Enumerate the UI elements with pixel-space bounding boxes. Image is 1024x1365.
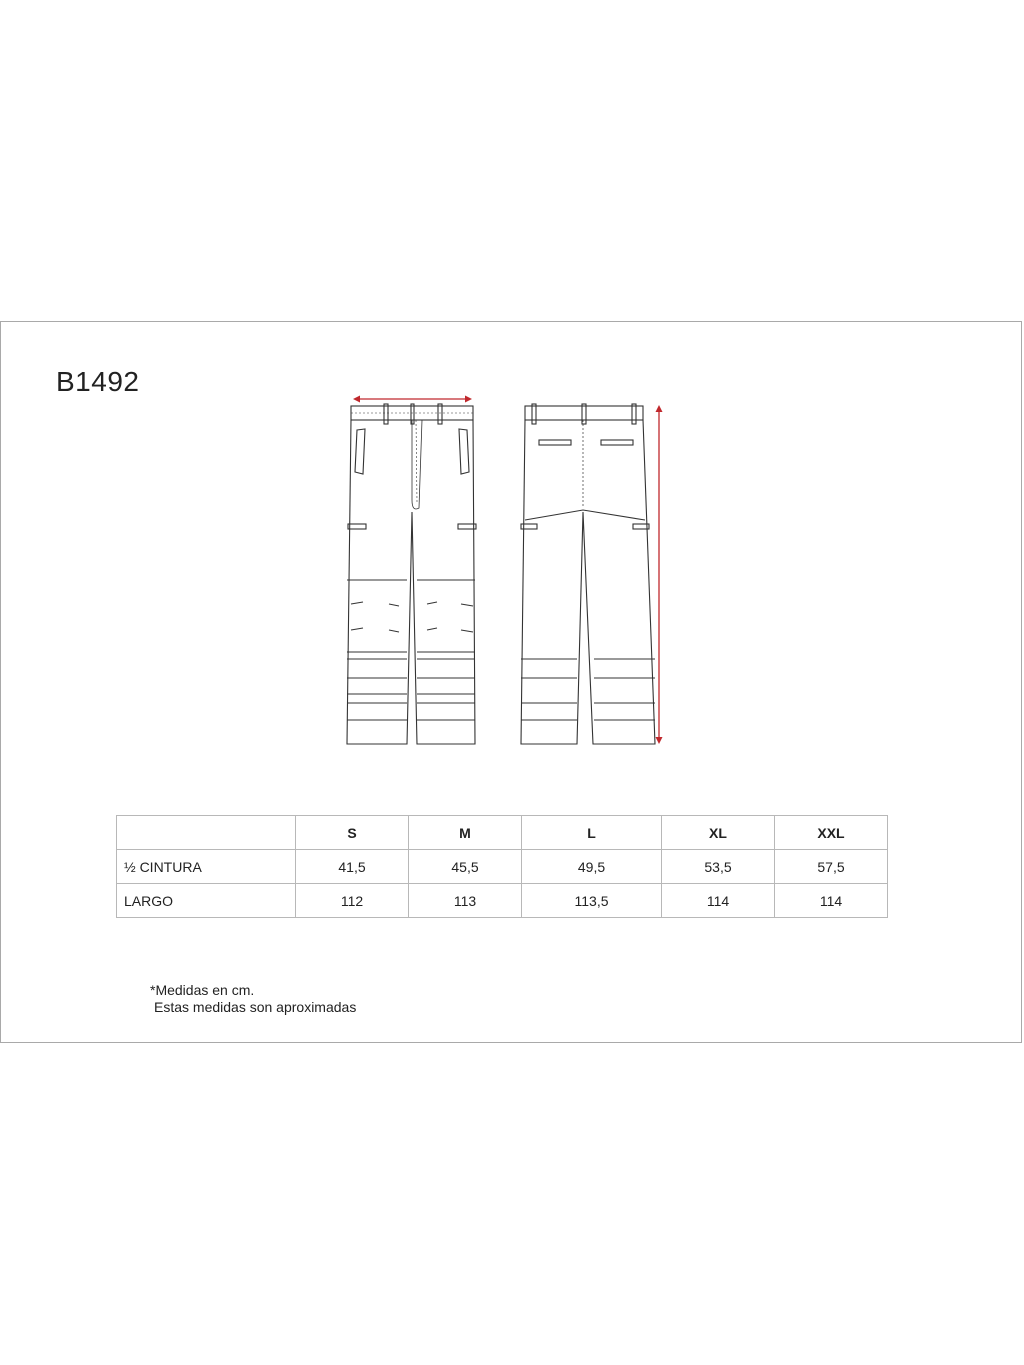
size-chart-sheet [0, 321, 1022, 1043]
product-code: B1492 [56, 366, 140, 397]
table-cell: 41,5 [296, 850, 409, 884]
table-cell: 57,5 [775, 850, 888, 884]
table-row [117, 850, 888, 884]
garment-drawings [1, 322, 1023, 772]
table-cell: 53,5 [662, 850, 775, 884]
size-table [116, 815, 888, 918]
measurement-notes [150, 982, 356, 1016]
table-cell: 114 [775, 884, 888, 918]
front-pants-drawing [347, 404, 476, 744]
table-header-cell: S [296, 816, 409, 850]
length-measure-arrow [656, 405, 663, 744]
table-cell: 113,5 [522, 884, 662, 918]
table-header-row [117, 816, 888, 850]
table-cell: 45,5 [409, 850, 522, 884]
row-label: LARGO [117, 884, 296, 918]
table-cell: 112 [296, 884, 409, 918]
table-header-cell [117, 816, 296, 850]
table-row [117, 884, 888, 918]
table-header-cell: XL [662, 816, 775, 850]
table-cell: 49,5 [522, 850, 662, 884]
table-header-cell: M [409, 816, 522, 850]
table-header-cell: XXL [775, 816, 888, 850]
table-cell: 114 [662, 884, 775, 918]
note-approximate: Estas medidas son aproximadas [154, 999, 357, 1015]
note-units: *Medidas en cm. [150, 982, 255, 998]
back-pants-drawing [521, 404, 655, 744]
table-cell: 113 [409, 884, 522, 918]
table-header-cell: L [522, 816, 662, 850]
waist-measure-arrow [353, 396, 472, 403]
row-label: ½ CINTURA [117, 850, 296, 884]
